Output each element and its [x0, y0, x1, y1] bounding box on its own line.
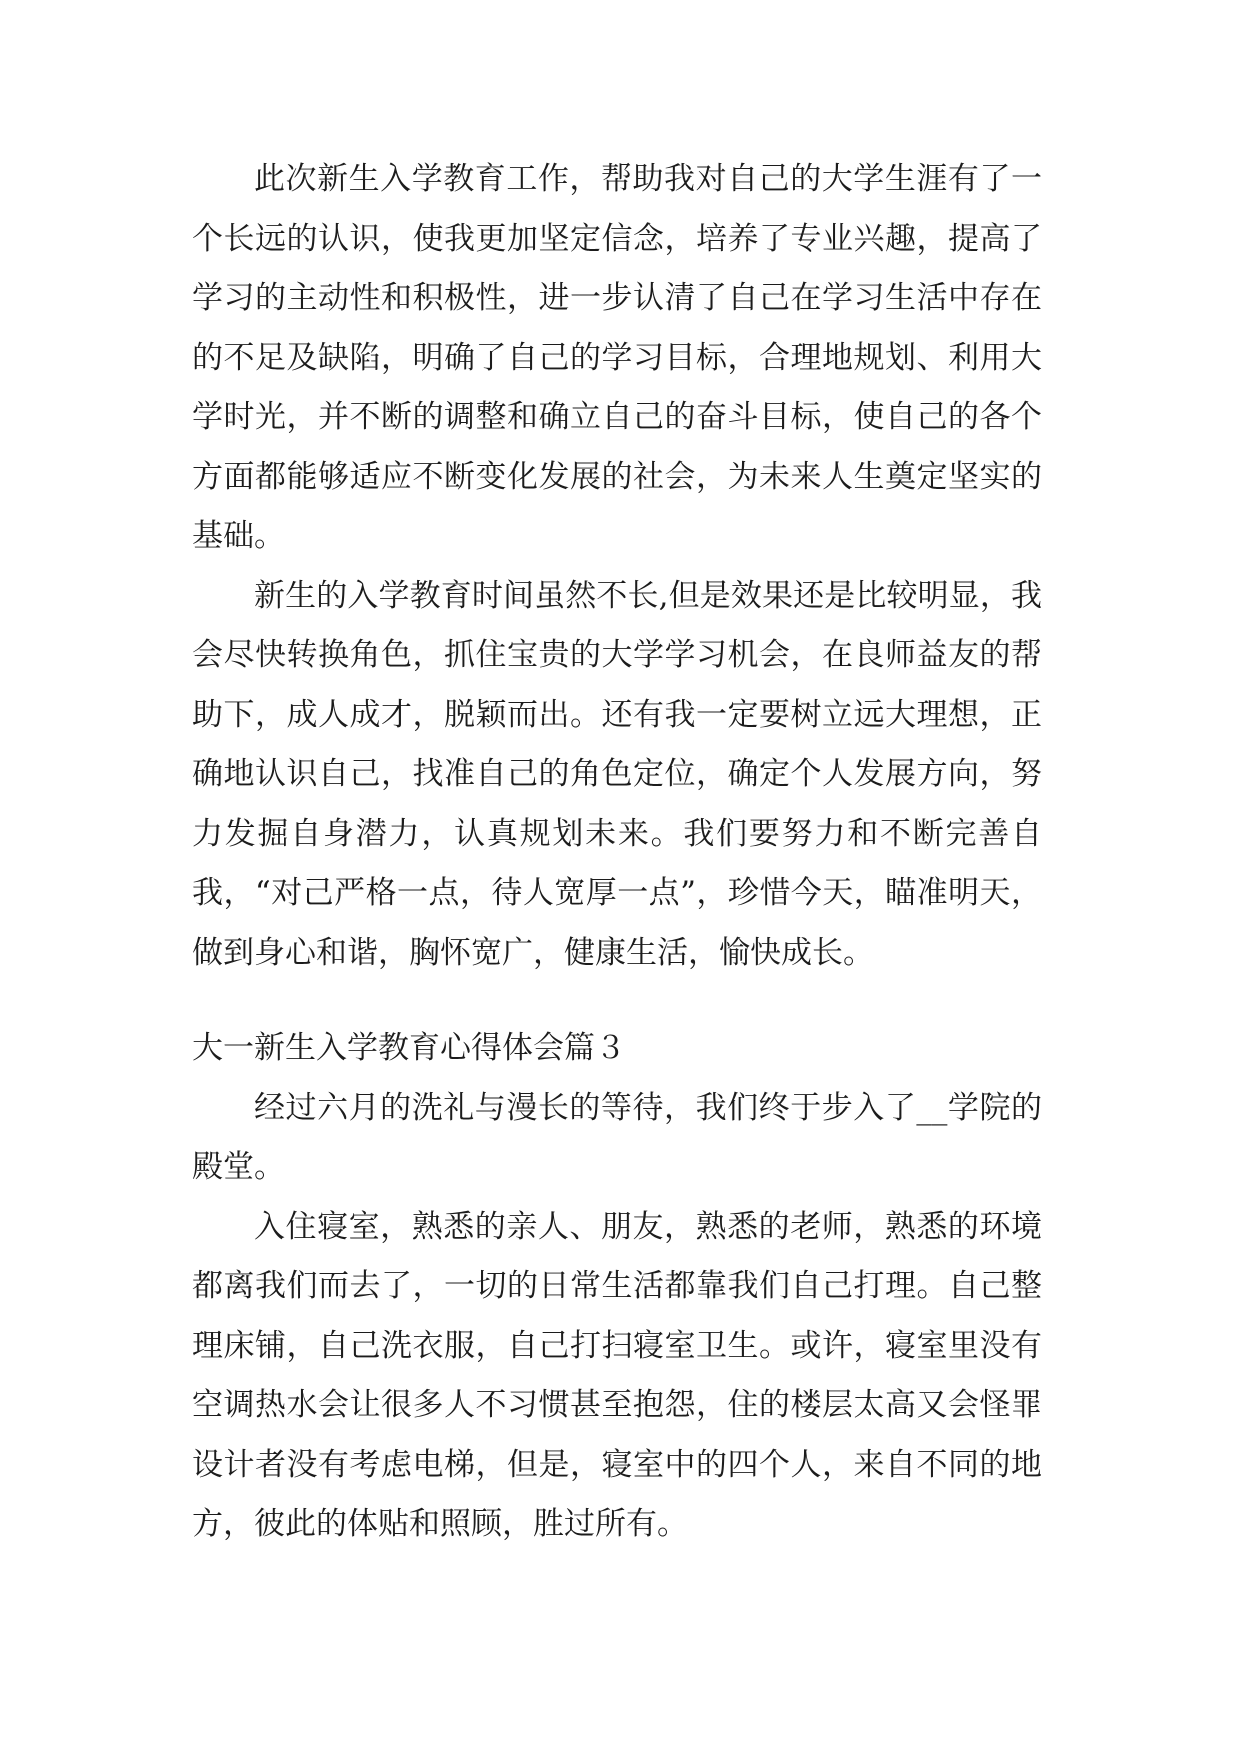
document-body [192, 150, 1042, 1555]
body-paragraph-3: 经过六月的洗礼与漫长的等待，我们终于步入了__学院的殿堂。 [192, 1089, 1042, 1185]
body-paragraph-1: 此次新生入学教育工作，帮助我对自己的大学生涯有了一个长远的认识，使我更加坚定信念，培养了专业兴趣，提高了学习的主动性和积极性，进一步认清了自己在学习生活中存在的不足及缺陷，明确了自己的学习目标，合理地规划、利用大学时光，并不断的调整和确立自己的奋斗目标，使自己的各个方面都能够适应不断变化发展的社会，为未来人生奠定坚实的基础。 [192, 161, 1042, 554]
section-heading: 大一新生入学教育心得体会篇３ [192, 1030, 626, 1066]
body-paragraph-2: 新生的入学教育时间虽然不长,但是效果还是比较明显，我会尽快转换角色，抓住宝贵的大学学习机会，在良师益友的帮助下，成人成才，脱颖而出。还有我一定要树立远大理想，正确地认识自己，找准自己的角色定位，确定个人发展方向，努力发掘自身潜力，认真规划未来。我们要努力和不断完善自我，“对己严格一点，待人宽厚一点”，珍惜今天，瞄准明天，做到身心和谐，胸怀宽广，健康生活，愉快成长。 [192, 577, 1042, 971]
body-paragraph-4: 入住寝室，熟悉的亲人、朋友，熟悉的老师，熟悉的环境都离我们而去了，一切的日常生活都靠我们自己打理。自己整理床铺，自己洗衣服，自己打扫寝室卫生。或许，寝室里没有空调热水会让很多人不习惯甚至抱怨，住的楼层太高又会怪罪设计者没有考虑电梯，但是，寝室中的四个人，来自不同的地方，彼此的体贴和照顾，胜过所有。 [192, 1208, 1042, 1542]
